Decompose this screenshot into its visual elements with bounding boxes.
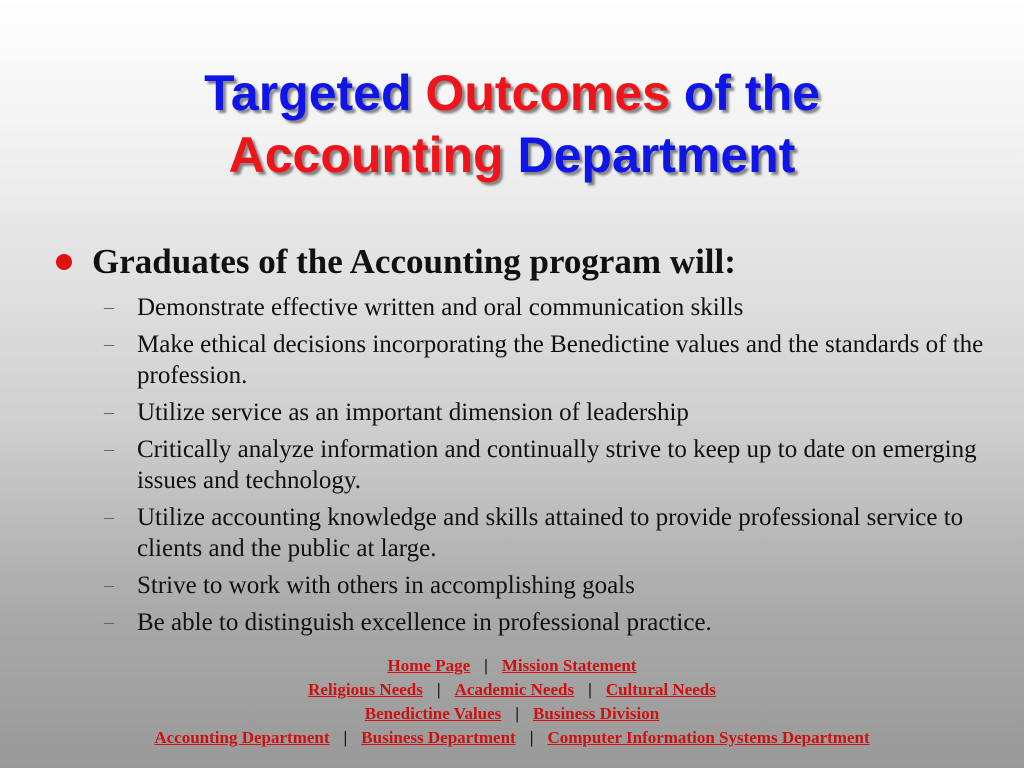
main-bullet-text: Graduates of the Accounting program will: bbox=[92, 242, 736, 281]
title-line-1 bbox=[0, 62, 1024, 124]
dash-icon: – bbox=[104, 296, 114, 318]
sub-bullet-item bbox=[104, 397, 994, 428]
sub-bullet-text: Utilize accounting knowledge and skills attained to provide professional service to clients and the public at large. bbox=[137, 504, 964, 562]
dash-icon: – bbox=[104, 438, 114, 460]
title-word-outcomes: Outcomes bbox=[425, 65, 670, 121]
separator: | bbox=[484, 656, 488, 675]
footer-nav bbox=[0, 654, 1024, 750]
sub-bullet-text: Utilize service as an important dimension of leadership bbox=[137, 399, 689, 426]
footer-line-3 bbox=[0, 702, 1024, 726]
slide-title bbox=[0, 62, 1024, 186]
title-line-2 bbox=[0, 124, 1024, 186]
title-word-targeted: Targeted bbox=[204, 65, 412, 121]
link-religious-needs[interactable]: Religious Needs bbox=[308, 680, 423, 699]
bullet-dot-icon bbox=[56, 254, 72, 270]
link-academic-needs[interactable]: Academic Needs bbox=[454, 680, 575, 699]
sub-bullet-list bbox=[104, 292, 994, 644]
dash-icon: – bbox=[104, 611, 114, 633]
footer-line-4 bbox=[0, 726, 1024, 750]
link-cis-department[interactable]: Computer Information Systems Department bbox=[547, 728, 870, 747]
sub-bullet-item bbox=[104, 607, 994, 638]
footer-line-2 bbox=[0, 678, 1024, 702]
main-bullet bbox=[56, 242, 1006, 282]
link-business-department[interactable]: Business Department bbox=[361, 728, 516, 747]
sub-bullet-item bbox=[104, 434, 994, 496]
separator: | bbox=[588, 680, 592, 699]
sub-bullet-item bbox=[104, 502, 994, 564]
sub-bullet-text: Critically analyze information and continually strive to keep up to date on emerging issues and technology. bbox=[137, 436, 977, 494]
link-mission-statement[interactable]: Mission Statement bbox=[501, 656, 637, 675]
link-business-division[interactable]: Business Division bbox=[533, 704, 660, 723]
sub-bullet-text: Strive to work with others in accomplishing goals bbox=[137, 572, 635, 599]
link-accounting-department[interactable]: Accounting Department bbox=[154, 728, 330, 747]
link-cultural-needs[interactable]: Cultural Needs bbox=[605, 680, 716, 699]
link-home-page[interactable]: Home Page bbox=[387, 656, 471, 675]
footer-line-1 bbox=[0, 654, 1024, 678]
dash-icon: – bbox=[104, 506, 114, 528]
link-benedictine-values[interactable]: Benedictine Values bbox=[364, 704, 502, 723]
sub-bullet-item bbox=[104, 570, 994, 601]
sub-bullet-item bbox=[104, 292, 994, 323]
sub-bullet-text: Be able to distinguish excellence in professional practice. bbox=[137, 609, 712, 636]
dash-icon: – bbox=[104, 574, 114, 596]
separator: | bbox=[436, 680, 441, 699]
sub-bullet-text: Demonstrate effective written and oral communication skills bbox=[137, 294, 744, 321]
dash-icon: – bbox=[104, 333, 114, 355]
separator: | bbox=[343, 728, 348, 747]
title-word-accounting: Accounting bbox=[228, 127, 504, 183]
separator: | bbox=[529, 728, 534, 747]
separator: | bbox=[515, 704, 520, 723]
sub-bullet-text: Make ethical decisions incorporating the Benedictine values and the standards of the profession. bbox=[137, 331, 984, 389]
sub-bullet-item bbox=[104, 329, 994, 391]
dash-icon: – bbox=[104, 401, 114, 423]
title-word-department: Department bbox=[517, 127, 796, 183]
title-word-of-the: of the bbox=[683, 65, 820, 121]
